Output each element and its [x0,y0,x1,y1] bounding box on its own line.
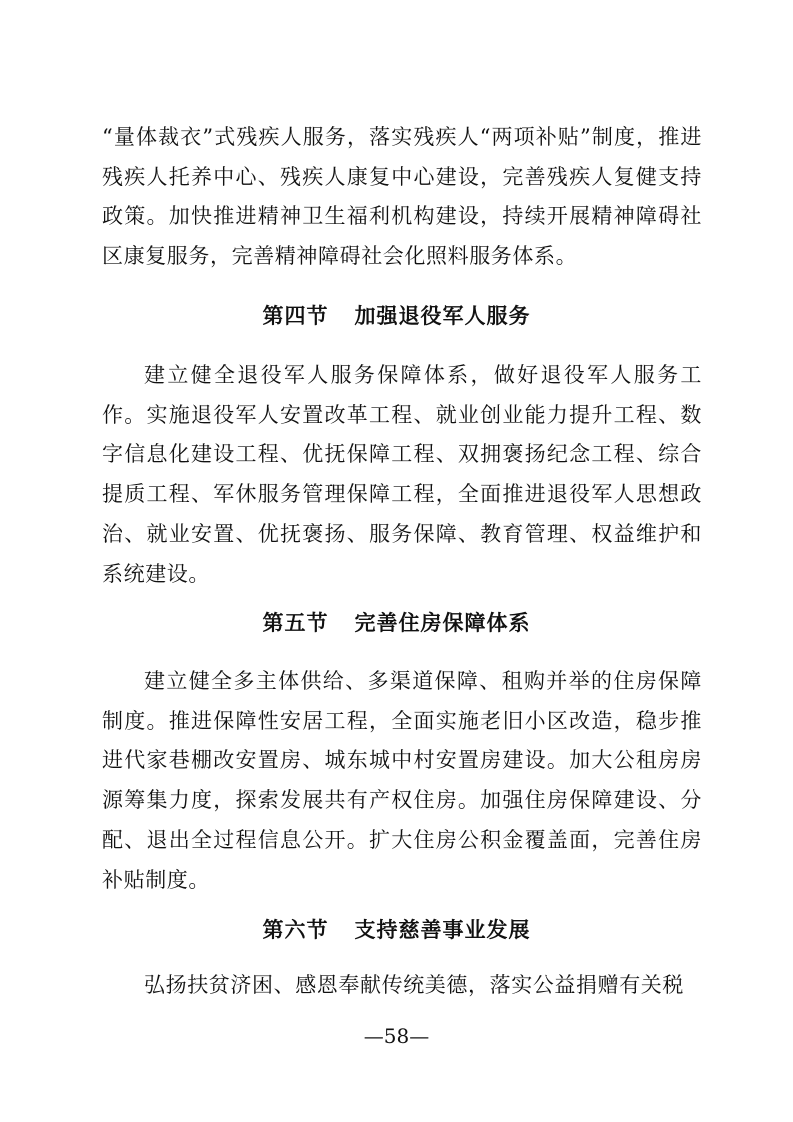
section-title: 完善住房保障体系 [354,610,531,635]
section-number: 第四节 [262,303,329,328]
section-heading-6 [0,914,793,944]
section-heading-4 [0,300,793,330]
section-number: 第六节 [262,917,329,942]
section-heading-5 [0,607,793,637]
section-number: 第五节 [262,610,329,635]
page-number: —58— [363,1024,430,1048]
paragraph-charity: 弘扬扶贫济困、感恩奉献传统美德，落实公益捐赠有关税 [144,973,684,997]
paragraph-housing-security: 建立健全多主体供给、多渠道保障、租购并举的住房保障制度。推进保障性安居工程，全面实施老旧小区改造，稳步推进代家巷棚改安置房、城东城中村安置房建设。加大公租房房源筹集力度，探索发展共有产权住房。加强住房保障建设、分配、退出全过程信息公开。扩大住房公积金覆盖面，完善住房补贴制度。 [102,669,702,892]
paragraph-veterans-services: 建立健全退役军人服务保障体系，做好退役军人服务工作。实施退役军人安置改革工程、就业创业能力提升工程、数字信息化建设工程、优抚保障工程、双拥褒扬纪念工程、综合提质工程、军休服务管理保障工程，全面推进退役军人思想政治、就业安置、优抚褒扬、服务保障、教育管理、权益维护和系统建设。 [102,363,702,586]
paragraph-disability-services: “量体裁衣”式残疾人服务，落实残疾人“两项补贴”制度，推进残疾人托养中心、残疾人康复中心建设，完善残疾人复健支持政策。加快推进精神卫生福利机构建设，持续开展精神障碍社区康复服务，完善精神障碍社会化照料服务体系。 [102,125,702,269]
section-title: 支持慈善事业发展 [354,917,531,942]
section-title: 加强退役军人服务 [354,303,531,328]
